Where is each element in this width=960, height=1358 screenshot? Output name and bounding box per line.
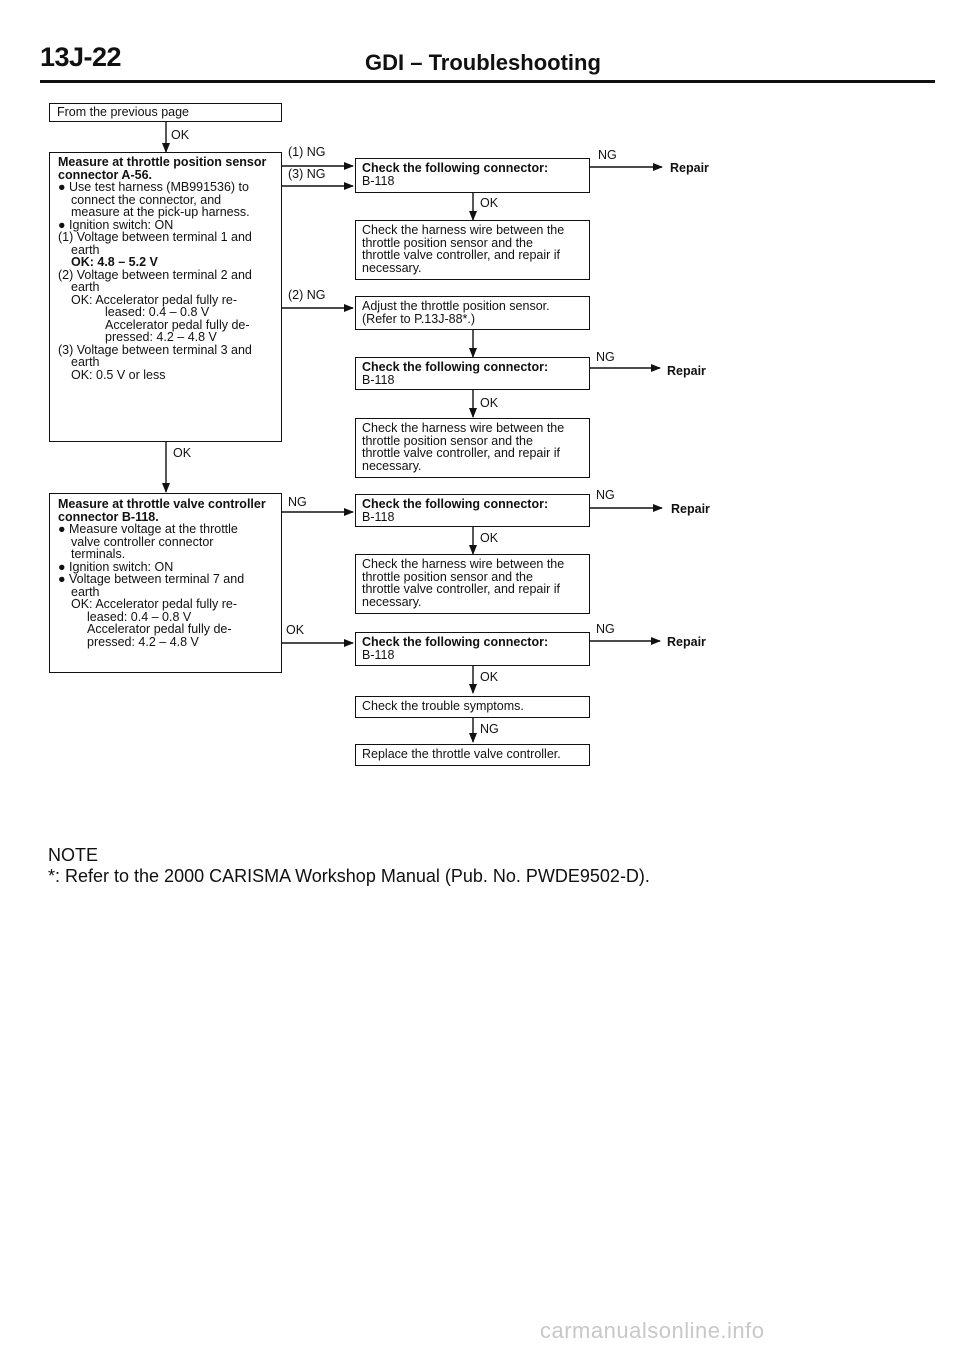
measure-tps-line: (3) Voltage between terminal 3 and [58, 342, 252, 357]
from-previous-page-box [49, 103, 282, 122]
measure-tps-line: (2) Voltage between terminal 2 and [58, 267, 252, 282]
check-symptoms-box [355, 696, 590, 718]
measure-tps-line: Measure at throttle position sensor [58, 155, 267, 169]
harness-line: necessary. [362, 260, 422, 275]
harness-line: throttle position sensor and the [362, 235, 533, 250]
measure-tps-line: OK: 4.8 – 5.2 V [71, 255, 158, 269]
measure-tvc-line: valve controller connector [71, 534, 214, 549]
page-title: GDI – Troubleshooting [365, 50, 601, 75]
check-connector-title: Check the following connector: [362, 161, 549, 175]
check-symptoms-text: Check the trouble symptoms. [362, 699, 524, 713]
measure-tps-line: OK: 0.5 V or less [71, 367, 166, 382]
measure-tvc-line: leased: 0.4 – 0.8 V [87, 609, 192, 624]
measure-tvc-line: ● Ignition switch: ON [58, 559, 174, 574]
check-connector-title: Check the following connector: [362, 635, 549, 649]
check-connector-id: B-118 [362, 173, 395, 188]
harness-line: Check the harness wire between the [362, 557, 565, 571]
ok-label-tvc: OK [286, 623, 305, 637]
repair-label: Repair [671, 502, 710, 516]
page-number: 13J-22 [40, 42, 122, 72]
ng-label-symptoms: NG [480, 722, 499, 736]
measure-tps-line: Accelerator pedal fully de- [105, 317, 250, 332]
ok-label-mid: OK [173, 446, 192, 460]
harness-check-box-1 [355, 220, 590, 280]
watermark: carmanualsonline.info [540, 1318, 765, 1343]
ng-label: NG [598, 148, 617, 162]
measure-tps-line: ● Ignition switch: ON [58, 217, 174, 232]
measure-tvc-line: terminals. [71, 547, 126, 561]
harness-line: throttle valve controller, and repair if [362, 582, 561, 596]
harness-line: Check the harness wire between the [362, 421, 565, 435]
ok-label-top: OK [171, 128, 190, 142]
measure-tvc-line: Accelerator pedal fully de- [87, 622, 232, 636]
measure-tvc-box [49, 493, 282, 673]
measure-tps-line: connect the connector, and [71, 192, 222, 207]
ok-label: OK [480, 670, 499, 684]
measure-tps-line: earth [71, 280, 100, 294]
ng-label: NG [596, 622, 615, 636]
ng-label: NG [596, 350, 615, 364]
check-connector-title: Check the following connector: [362, 360, 549, 374]
harness-line: throttle position sensor and the [362, 569, 533, 584]
measure-tvc-line: connector B-118. [58, 509, 159, 524]
ng-label-tvc: NG [288, 495, 307, 509]
measure-tps-line: OK: Accelerator pedal fully re- [71, 292, 238, 307]
harness-line: necessary. [362, 458, 422, 473]
measure-tps-line: ● Use test harness (MB991536) to [58, 180, 249, 194]
check-connector-id: B-118 [362, 647, 395, 662]
adjust-line: Adjust the throttle position sensor. [362, 299, 550, 313]
measure-tps-line: pressed: 4.2 – 4.8 V [105, 330, 217, 344]
check-connector-id: B-118 [362, 509, 395, 524]
replace-tvc-text: Replace the throttle valve controller. [362, 747, 561, 761]
adjust-line: (Refer to P.13J-88*.) [362, 311, 476, 326]
measure-tps-line: (1) Voltage between terminal 1 and [58, 230, 252, 244]
repair-label: Repair [670, 161, 709, 175]
repair-label: Repair [667, 635, 706, 649]
note-heading: NOTE [48, 845, 99, 865]
harness-line: throttle valve controller, and repair if [362, 446, 561, 460]
harness-line: throttle position sensor and the [362, 433, 533, 448]
replace-tvc-box [355, 744, 590, 766]
ok-label: OK [480, 396, 499, 410]
adjust-tps-box [355, 296, 590, 330]
measure-tps-line: earth [71, 355, 100, 369]
check-connector-box-2 [355, 357, 590, 390]
measure-tvc-line: Measure at throttle valve controller [58, 497, 266, 511]
check-connector-title: Check the following connector: [362, 497, 549, 511]
harness-check-box-3 [355, 554, 590, 614]
measure-tvc-line: ● Measure voltage at the throttle [58, 522, 238, 536]
measure-tvc-line: earth [71, 584, 100, 599]
check-connector-box-3 [355, 494, 590, 527]
measure-tvc-line: ● Voltage between terminal 7 and [58, 572, 245, 586]
label-3-ng: (3) NG [288, 167, 326, 181]
ok-label: OK [480, 196, 499, 210]
repair-label: Repair [667, 364, 706, 378]
label-1-ng: (1) NG [288, 145, 326, 159]
harness-check-box-2 [355, 418, 590, 478]
measure-tps-box [49, 152, 282, 442]
measure-tps-line: earth [71, 242, 100, 257]
measure-tps-line: connector A-56. [58, 167, 153, 182]
measure-tvc-line: pressed: 4.2 – 4.8 V [87, 634, 199, 649]
ok-label: OK [480, 531, 499, 545]
label-2-ng: (2) NG [288, 288, 326, 302]
harness-line: Check the harness wire between the [362, 223, 565, 237]
ng-label: NG [596, 488, 615, 502]
check-connector-id: B-118 [362, 372, 395, 387]
check-connector-box-4 [355, 632, 590, 666]
measure-tps-line: leased: 0.4 – 0.8 V [105, 305, 210, 319]
measure-tps-line: measure at the pick-up harness. [71, 205, 250, 219]
harness-line: necessary. [362, 594, 422, 609]
from-previous-page-label: From the previous page [57, 105, 190, 119]
note-text: *: Refer to the 2000 CARISMA Workshop Manual (Pub. No. PWDE9502-D). [48, 866, 650, 886]
harness-line: throttle valve controller, and repair if [362, 248, 561, 262]
check-connector-box-1 [355, 158, 590, 193]
measure-tvc-line: OK: Accelerator pedal fully re- [71, 597, 238, 611]
